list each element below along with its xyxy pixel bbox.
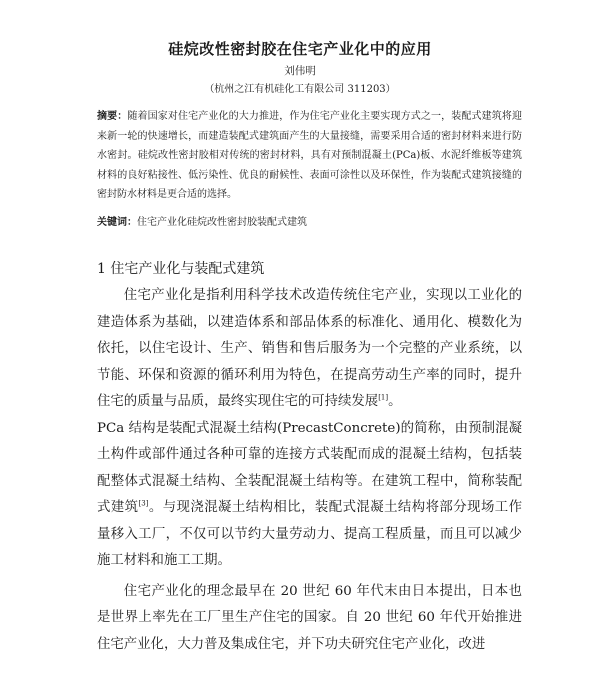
paper-author: 刘伟明 bbox=[284, 65, 316, 77]
citation-ref: [1] bbox=[378, 393, 389, 402]
body-text bbox=[97, 283, 522, 658]
paragraph: 住宅产业化是指利用科学技术改造传统住宅产业，实现以工业化的建造体系为基础，以建造体系和部品体系的标准化、通用化、模数化为依托，以住宅设计、生产、销售和售后服务为一个完整的产业系统，以节能、环保和资源的循环利用为特色，在提高劳动生产率的同时，提升住宅的质量与品质，最终实现住宅的可持续发展[1]。 bbox=[97, 288, 522, 409]
paper-title: 硅烷改性密封胶在住宅产业化中的应用 bbox=[168, 40, 432, 58]
keywords bbox=[97, 213, 522, 232]
paper-affiliation: （杭州之江有机硅化工有限公司 311203） bbox=[204, 84, 396, 95]
keywords-label: 关键词： bbox=[97, 217, 137, 228]
paragraph: PCa 结构是装配式混凝土结构(PrecastConcrete)的简称，由预制混凝土构件或部件通过各种可靠的连接方式装配而成的混凝土结构，包括装配整体式混凝土结构、全装配混凝土结构等。在建筑工程中，简称装配式建筑[3]。与现浇混凝土结构相比，装配式混凝土结构将部分现场工作量移入工厂，不仅可以节约大量劳动力、提高工程质量，而且可以减少施工材料和施工工期。 bbox=[97, 420, 523, 568]
section-heading: 1 住宅产业化与装配式建筑 bbox=[97, 261, 265, 277]
citation-ref: [3] bbox=[138, 499, 149, 508]
abstract-text: 随着国家对住宅产业化的大力推进，作为住宅产业化主要实现方式之一，装配式建筑将迎来新一轮的快速增长，而建造装配式建筑面产生的大量接缝，需要采用合适的密封材料来进行防水密封。硅烷改性密封胶相对传统的密封材料，具有对预制混凝土(PCa)板、水泥纤维板等建筑材料的良好粘接性、低污染性、优良的耐候性、表面可涂性以及环保性，作为装配式建筑接缝的密封防水材料是更合适的选择。 bbox=[97, 111, 523, 200]
abstract-label: 摘要： bbox=[97, 111, 128, 122]
abstract bbox=[97, 107, 522, 205]
keywords-text: 住宅产业化硅烷改性密封胶装配式建筑 bbox=[137, 217, 307, 228]
paragraph: 住宅产业化的理念最早在 20 世纪 60 年代末由日本提出，日本也是世界上率先在工厂里生产住宅的国家。自 20 世纪 60 年代开始推进住宅产业化，大力普及集成住宅，并下功夫研究住宅产业化，改进 bbox=[97, 583, 522, 652]
